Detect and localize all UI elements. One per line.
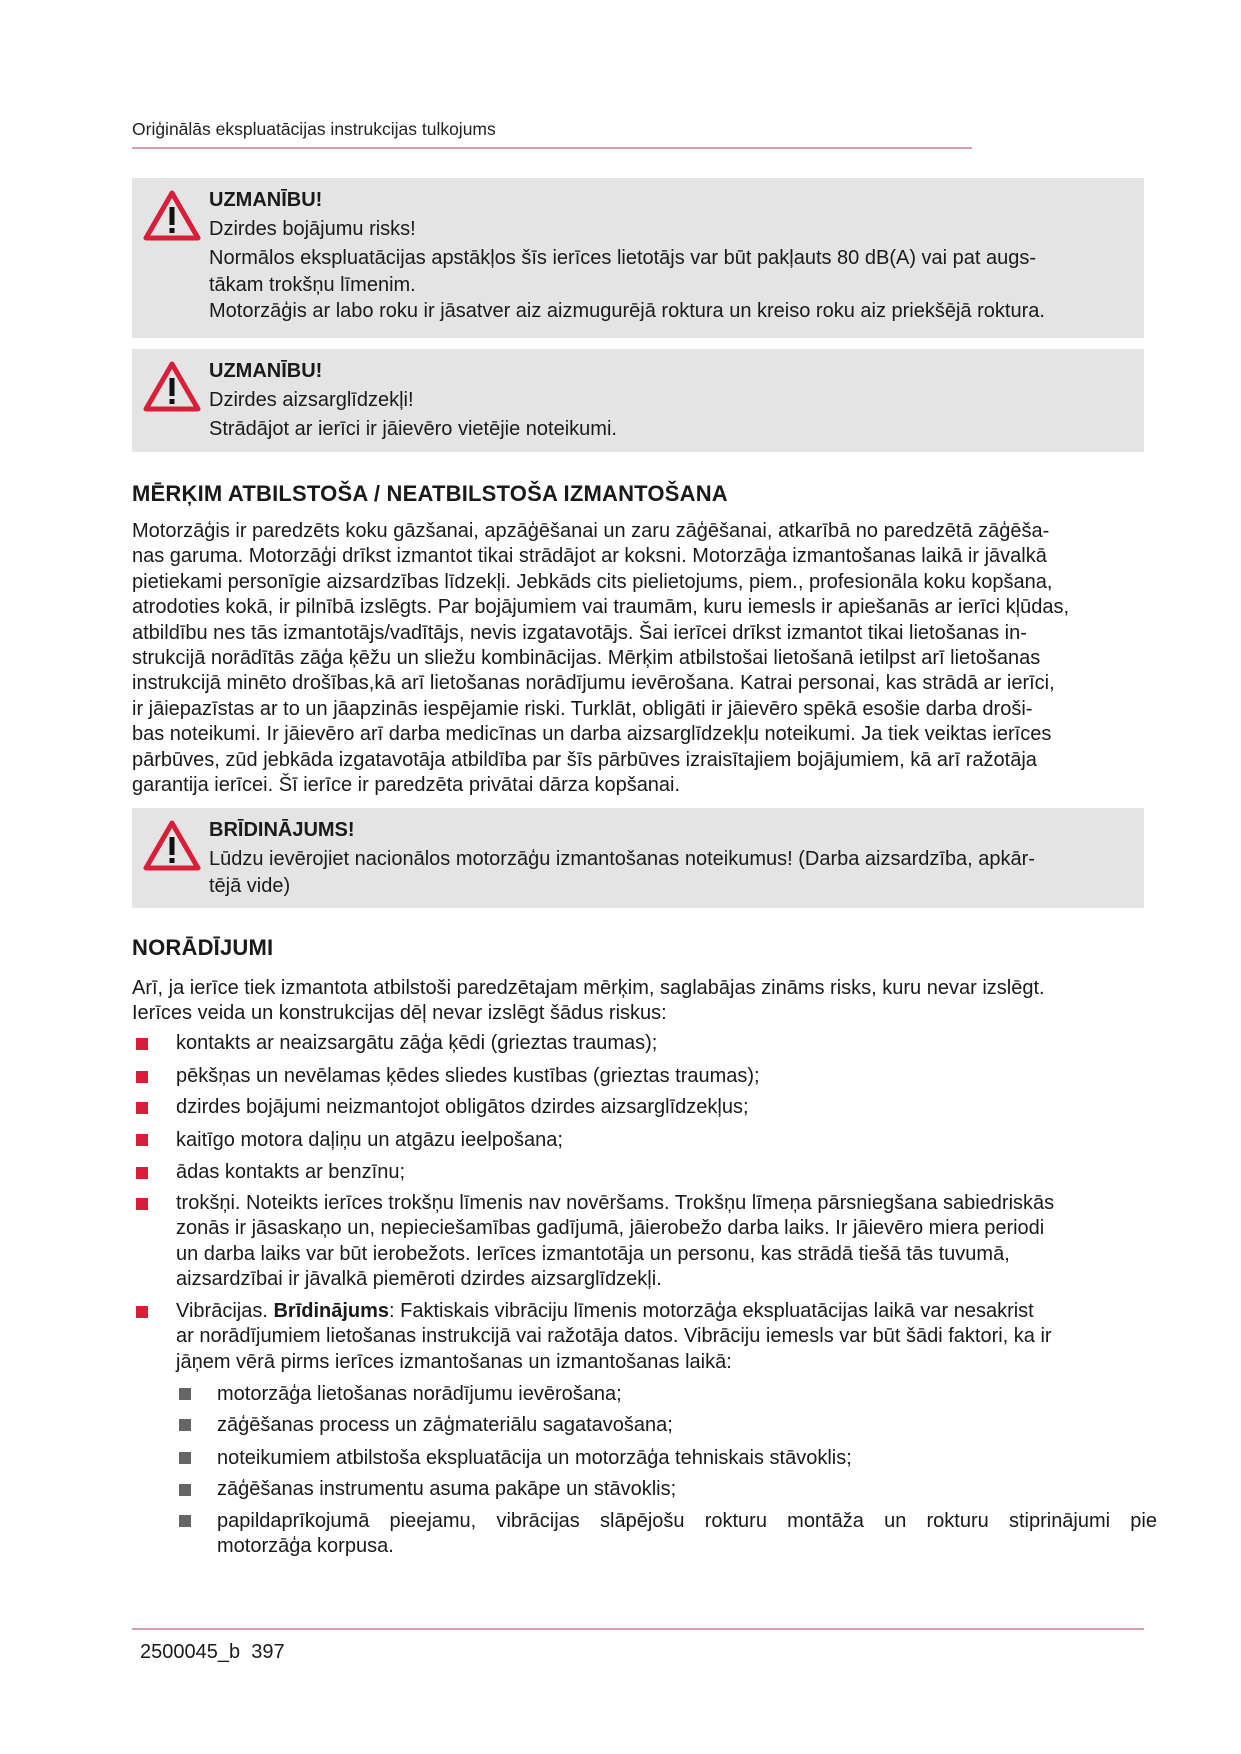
warning-title: UZMANĪBU! bbox=[209, 360, 323, 382]
sub-bullet-marker bbox=[179, 1452, 191, 1464]
paragraph-line: pietiekami personīgie aizsardzības līdzekļi. Jebkāds cits pielietojums, piem., profesionāla koku kopšana, bbox=[132, 570, 1053, 593]
risk-list-item: kontakts ar neaizsargātu zāģa ķēdi (grieztas traumas); bbox=[176, 1032, 658, 1054]
vibration-warning-bold: Brīdinājums bbox=[273, 1300, 390, 1322]
risk-list-item-vibration bbox=[176, 1299, 1052, 1375]
warning-line: Lūdzu ievērojiet nacionālos motorzāģu izmantošanas noteikumus! (Darba aizsardzība, apkār- bbox=[209, 848, 1035, 870]
paragraph-line: instrukcijā minēto drošības,kā arī lietošanas norādījumu ievērošana. Katrai personai, kas strādā ar ierīci, bbox=[132, 672, 1055, 695]
warning-box-hearing-protection bbox=[132, 349, 1144, 452]
warning-line: Normālos ekspluatācijas apstākļos šīs ierīces lietotājs var būt pakļauts 80 dB(A) vai pat augs- bbox=[209, 247, 1037, 269]
intended-use-paragraph bbox=[132, 519, 1172, 798]
paragraph-line: atrodoties kokā, ir pilnībā izslēgts. Par bojājumiem vai traumām, kuru iemesls ir apiešanās ar ierīci kļūdas, bbox=[132, 596, 1070, 619]
sub-bullet-marker bbox=[179, 1515, 191, 1527]
warning-line: Motorzāģis ar labo roku ir jāsatver aiz aizmugurējā roktura un kreiso roku aiz priekšējā roktura. bbox=[209, 300, 1045, 322]
sub-bullet-marker bbox=[179, 1484, 191, 1496]
vibration-factor-item: noteikumiem atbilstoša ekspluatācija un motorzāģa tehniskais stāvoklis; bbox=[217, 1447, 852, 1469]
bullet-marker bbox=[136, 1102, 148, 1114]
paragraph-line: ir jāiepazīstas ar to un jāapzinās iespējamie riski. Turklāt, obligāti ir jāievēro spēkā esošie darba droši- bbox=[132, 697, 1033, 720]
bullet-marker bbox=[136, 1038, 148, 1050]
risk-list-item: trokšņi. Noteikts ierīces trokšņu līmenis nav novēršams. Trokšņu līmeņa pārsniegšana sabiedriskās zonās ir jāsaskaņo un, nepieciešamības gadījumā, jāierobežo darba laiks. Ir jāievēro miera periodi un darba laiks var būt ierobežots. Ierīces izmantotāja un personu, kas strādā tiešā tās tuvumā, aizsardzībai ir jāvalkā piemēroti dzirdes aizsarglīdzekļi. bbox=[176, 1192, 1055, 1291]
notes-intro bbox=[132, 976, 1172, 1027]
paragraph-line: strukcijā norādītās zāģa ķēžu un sliežu kombinācijas. Mērķim atbilstošai lietošanā ietilpst arī lietošanas bbox=[132, 647, 1041, 670]
warning-line: Dzirdes aizsarglīdzekļi! bbox=[209, 389, 414, 411]
vibration-factor-item: motorzāģa lietošanas norādījumu ievērošana; bbox=[217, 1383, 622, 1405]
footer-divider bbox=[132, 1628, 1144, 1630]
bullet-marker bbox=[136, 1071, 148, 1083]
page-footer: 2500045_b 397 bbox=[140, 1641, 285, 1663]
risk-list-item: dzirdes bojājumi neizmantojot obligātos dzirdes aizsarglīdzekļus; bbox=[176, 1096, 749, 1118]
sub-bullet-marker bbox=[179, 1388, 191, 1400]
warning-triangle-icon bbox=[143, 820, 201, 872]
risk-list-item: pēkšņas un nevēlamas ķēdes sliedes kustības (grieztas traumas); bbox=[176, 1065, 760, 1087]
vibration-factor-item: zāģēšanas instrumentu asuma pakāpe un stāvoklis; bbox=[217, 1478, 677, 1500]
paragraph-line: Arī, ja ierīce tiek izmantota atbilstoši paredzētajam mērķim, saglabājas zināms risks, kuru nevar izslēgt. bbox=[132, 977, 1045, 999]
paragraph-line: pārbūves, zūd jebkāda izgatavotāja atbildība par šīs pārbūves izraisītajiem bojājumiem, kā arī ražotāja bbox=[132, 748, 1037, 771]
warning-triangle-icon bbox=[143, 190, 201, 242]
page-header-title: Oriģinālās ekspluatācijas instrukcijas tulkojums bbox=[132, 119, 496, 139]
paragraph-line: garantija ierīcei. Šī ierīce ir paredzēta privātai dārza kopšanai. bbox=[132, 774, 681, 797]
warning-line: tākam trokšņu līmenim. bbox=[209, 274, 416, 296]
sub-bullet-marker bbox=[179, 1419, 191, 1431]
section-title-notes: NORĀDĪJUMI bbox=[132, 935, 274, 960]
warning-box-hearing-risk bbox=[132, 178, 1144, 338]
paragraph-line: atbildību nes tās izmantotājs/vadītājs, nevis izgatavotājs. Šai ierīcei drīkst izmantot tikai lietošanas in- bbox=[132, 621, 1027, 644]
bullet-marker bbox=[136, 1167, 148, 1179]
paragraph-line: bas noteikumi. Ir jāievēro arī darba medicīnas un darba aizsarglīdzekļu noteikumi. Ja tiek veiktas ierīces bbox=[132, 723, 1052, 746]
warning-line: Dzirdes bojājumu risks! bbox=[209, 218, 416, 240]
warning-title: UZMANĪBU! bbox=[209, 189, 323, 211]
warning-box-national-rules bbox=[132, 808, 1144, 908]
vibration-text: : Faktiskais vibrāciju līmenis motorzāģa ekspluatācijas laikā var nesakrist bbox=[389, 1300, 1034, 1322]
vibration-factor-item: zāģēšanas process un zāģmateriālu sagatavošana; bbox=[217, 1414, 673, 1436]
header-divider bbox=[132, 147, 972, 149]
paragraph-line: Motorzāģis ir paredzēts koku gāzšanai, apzāģēšanai un zaru zāģēšanai, atkarībā no paredzētā zāģēša- bbox=[132, 520, 1050, 542]
vibration-text: ar norādījumiem lietošanas instrukcijā vai ražotāja datos. Vibrāciju iemesls var būt šādi faktori, ka ir bbox=[176, 1325, 1052, 1348]
warning-line: Strādājot ar ierīci ir jāievēro vietējie noteikumi. bbox=[209, 418, 617, 440]
paragraph-line: Ierīces veida un konstrukcijas dēļ nevar izslēgt šādus riskus: bbox=[132, 1002, 667, 1025]
paragraph-line: nas garuma. Motorzāģi drīkst izmantot tikai strādājot ar koksni. Motorzāģa izmantošanas laikā ir jāvalkā bbox=[132, 545, 1047, 568]
vibration-text: jāņem vērā pirms ierīces izmantošanas un izmantošanas laikā: bbox=[176, 1350, 732, 1373]
warning-triangle-icon bbox=[143, 361, 201, 413]
vibration-label: Vibrācijas. bbox=[176, 1300, 268, 1322]
warning-line: tējā vide) bbox=[209, 875, 291, 897]
vibration-factor-item: papildaprīkojumā pieejamu, vibrācijas slāpējošu rokturu montāža un rokturu stiprinājumi pie motorzāģa korpusa. bbox=[217, 1510, 1157, 1558]
risk-list-item: kaitīgo motora daļiņu un atgāzu ieelpošana; bbox=[176, 1129, 563, 1151]
warning-title: BRĪDINĀJUMS! bbox=[209, 819, 355, 841]
bullet-marker bbox=[136, 1306, 148, 1318]
section-title-intended-use: MĒRĶIM ATBILSTOŠA / NEATBILSTOŠA IZMANTOŠANA bbox=[132, 481, 728, 506]
bullet-marker bbox=[136, 1134, 148, 1146]
bullet-marker bbox=[136, 1198, 148, 1210]
risk-list-item: ādas kontakts ar benzīnu; bbox=[176, 1161, 406, 1183]
